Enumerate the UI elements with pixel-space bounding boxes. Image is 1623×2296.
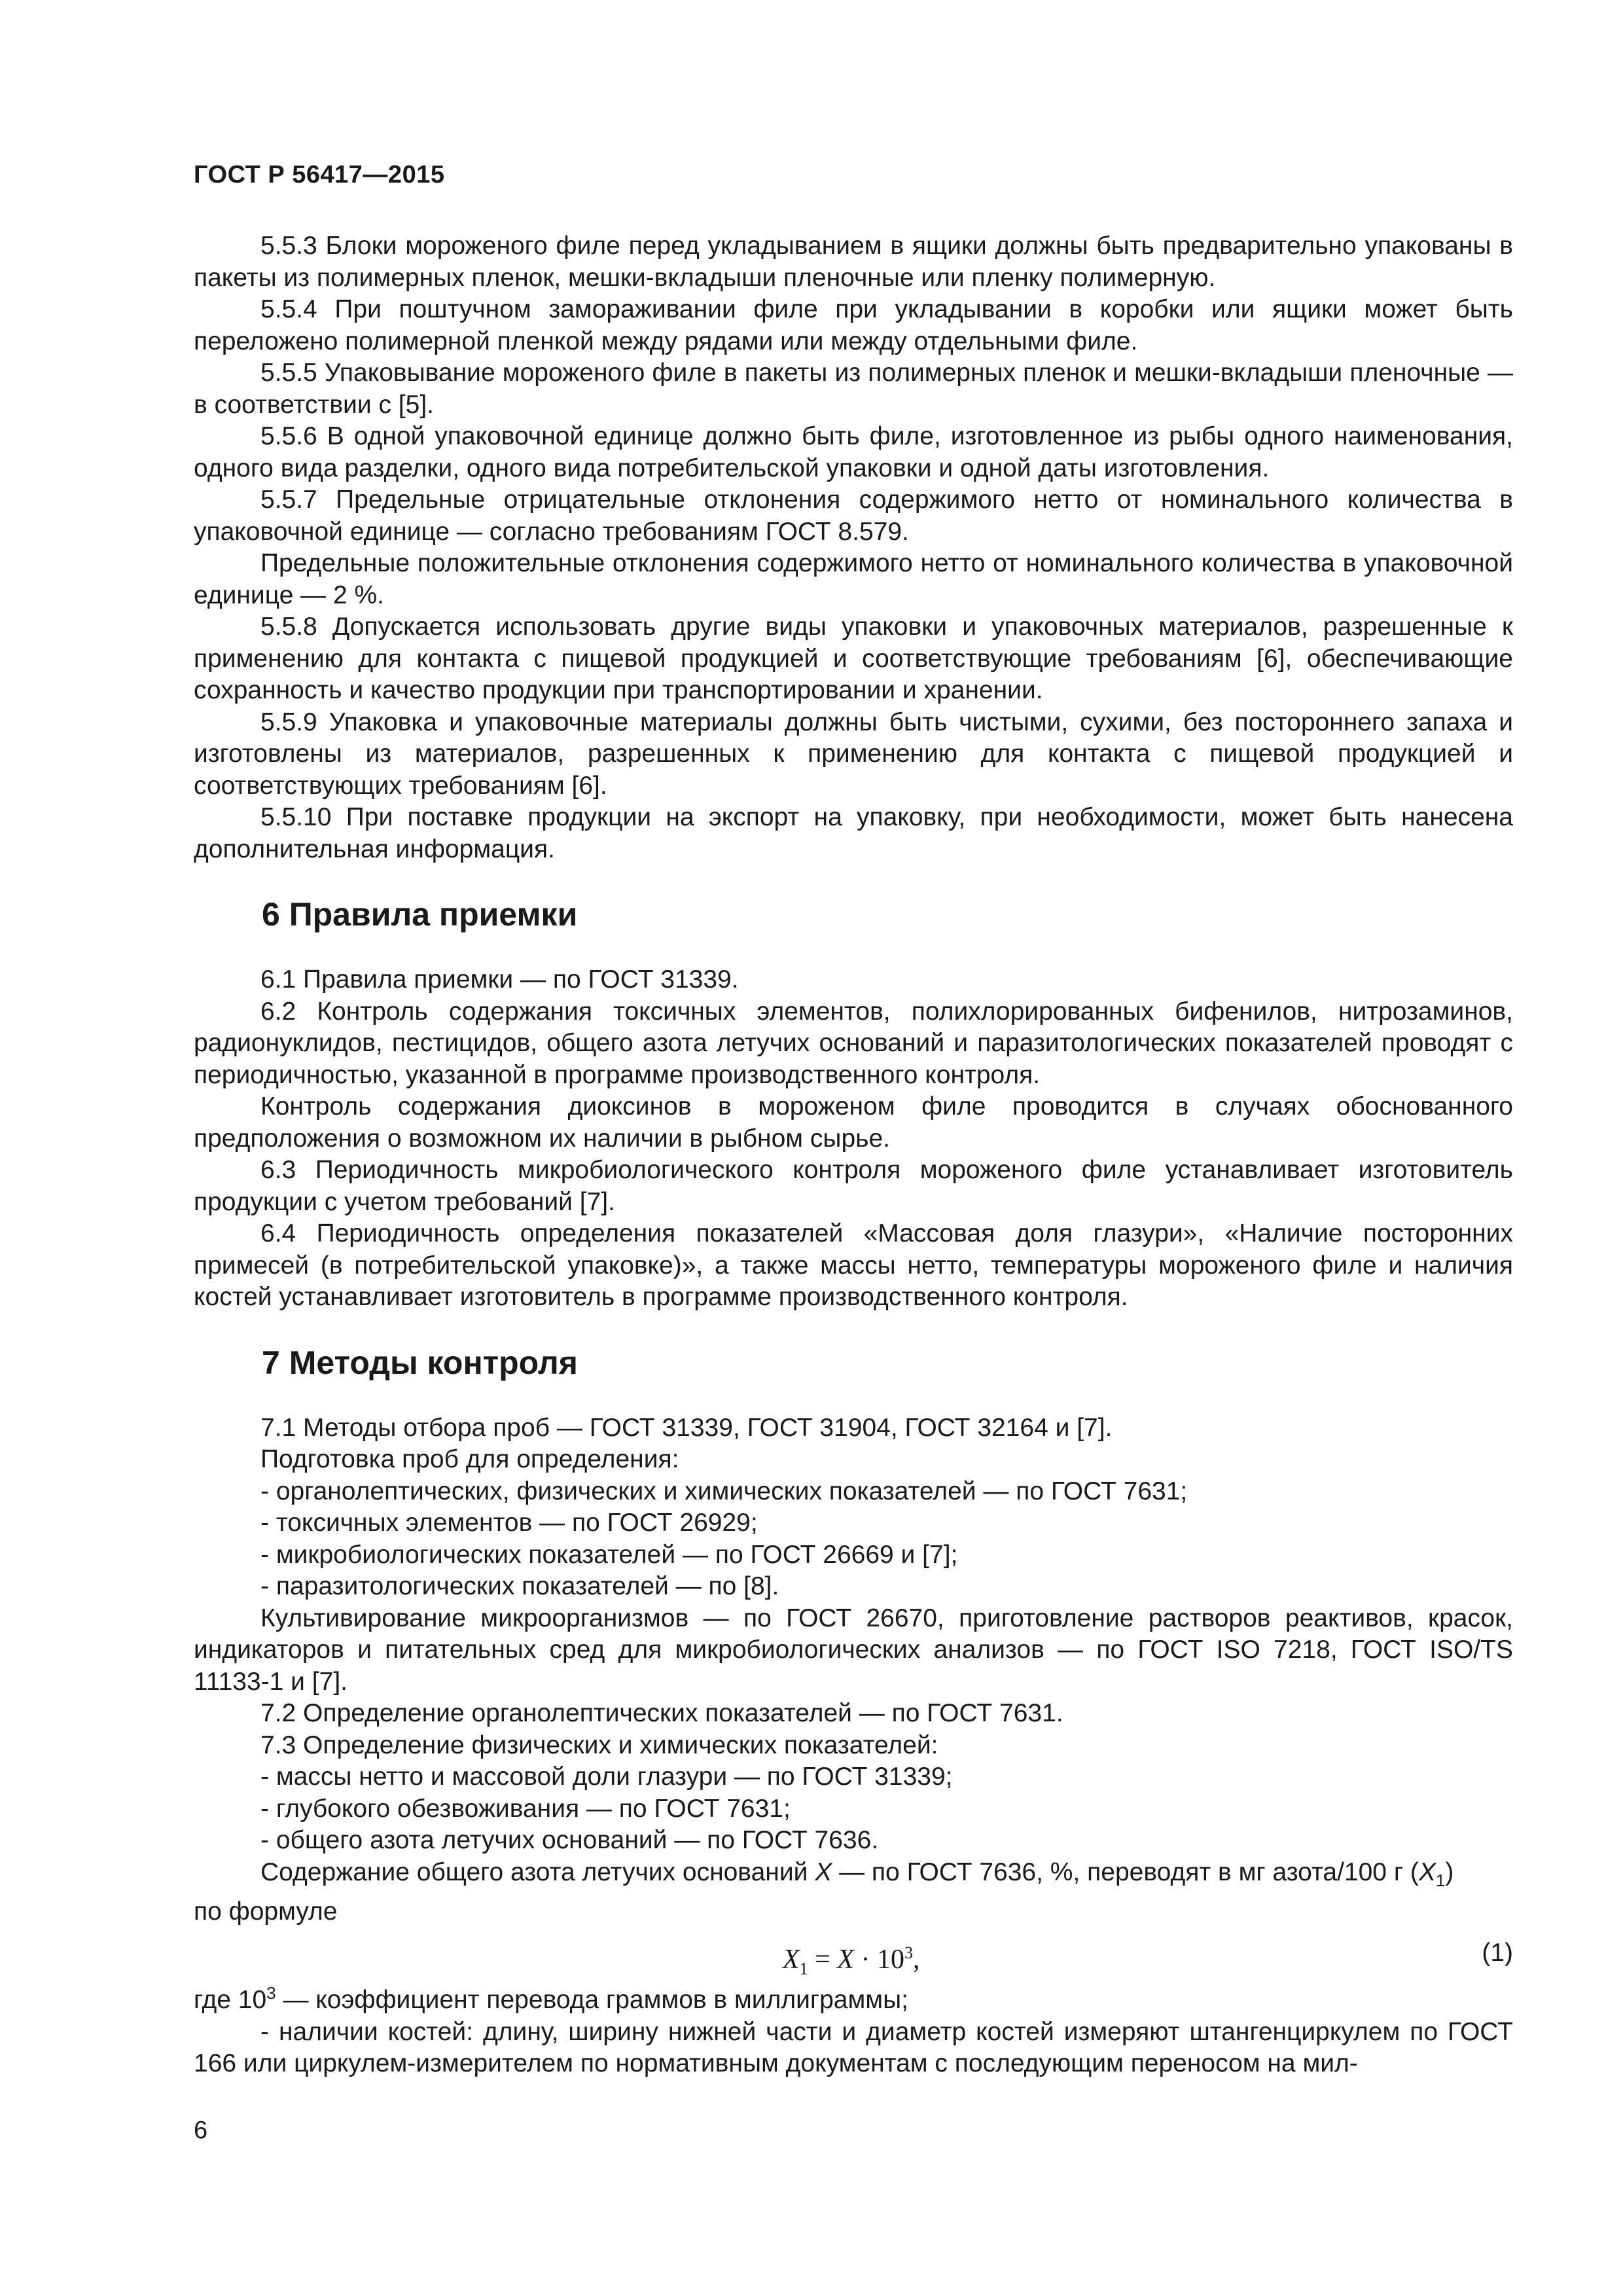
cultivation-paragraph: Культивирование микроорганизмов — по ГОСТ 26670, приготовление растворов реактивов, красок, индикаторов и питательных сред для микробиологических анализов — по ГОСТ ISO 7218, ГОСТ ISO/TS 11133-1 и [7]. bbox=[194, 1604, 1513, 1696]
document-body bbox=[194, 230, 1513, 2080]
list-item: - общего азота летучих оснований — по ГОСТ 7636. bbox=[260, 1826, 879, 1854]
paragraph-6-1: 6.1 Правила приемки — по ГОСТ 31339. bbox=[260, 965, 739, 994]
list-item: - массы нетто и массовой доли глазури — по ГОСТ 31339; bbox=[260, 1763, 953, 1791]
document-code-header: ГОСТ Р 56417—2015 bbox=[194, 161, 445, 188]
list-item: - микробиологических показателей — по ГОСТ 26669 и [7]; bbox=[260, 1540, 958, 1569]
list-item: - органолептических, физических и химических показателей — по ГОСТ 7631; bbox=[260, 1477, 1188, 1505]
section-6-heading: 6 Правила приемки bbox=[262, 896, 578, 933]
page-number: 6 bbox=[194, 2117, 208, 2144]
paragraph-5-5-7-cont: Предельные положительные отклонения содержимого нетто от номинального количества в упаковочной единице — 2 %. bbox=[194, 549, 1513, 609]
paragraph-7-2: 7.2 Определение органолептических показателей — по ГОСТ 7631. bbox=[260, 1699, 1063, 1727]
paragraph-5-5-8: 5.5.8 Допускается использовать другие виды упаковки и упаковочных материалов, разрешенные к применению для контакта с пищевой продукцией и соответствующие требованиям [6], обеспечивающие сохранность и качество продукции при транспортировании и хранении. bbox=[194, 613, 1513, 704]
paragraph-5-5-6: 5.5.6 В одной упаковочной единице должно быть филе, изготовленное из рыбы одного наименования, одного вида разделки, одного вида потребительской упаковки и одной даты изготовления. bbox=[194, 422, 1513, 482]
paragraph-5-5-10: 5.5.10 При поставке продукции на экспорт на упаковку, при необходимости, может быть нанесена дополнительная информация. bbox=[194, 803, 1513, 863]
formula-intro: по формуле bbox=[194, 1897, 338, 1926]
paragraph-5-5-4: 5.5.4 При поштучном замораживании филе при укладывании в коробки или ящики может быть переложено полимерной пленкой между рядами или между отдельными филе. bbox=[194, 295, 1513, 355]
paragraph-6-4: 6.4 Периодичность определения показателей «Массовая доля глазури», «Наличие посторонних примесей (в потребительской упаковке)», а также массы нетто, температуры мороженого филе и наличия костей устанавливает изготовитель в программе производственного контроля. bbox=[194, 1219, 1513, 1311]
formula-where-clause: где $10^3$ — коэффициент перевода граммов в миллиграммы; bbox=[194, 1983, 908, 2015]
paragraph-6-2: 6.2 Контроль содержания токсичных элементов, полихлорированных бифенилов, нитрозаминов, радионуклидов, пестицидов, общего азота летучих оснований и паразитологических показателей проводят с периодичностью, указанной в программе производственного контроля. bbox=[194, 997, 1513, 1089]
paragraph-5-5-5: 5.5.5 Упаковывание мороженого филе в пакеты из полимерных пленок и мешки-вкладыши пленочные — в соответствии с [5]. bbox=[194, 359, 1513, 419]
list-item: - токсичных элементов — по ГОСТ 26929; bbox=[260, 1509, 758, 1537]
sample-prep-intro: Подготовка проб для определения: bbox=[260, 1445, 679, 1473]
bones-measurement-paragraph: - наличии костей: длину, ширину нижней части и диаметр костей измеряют штангенциркулем по ГОСТ 166 или циркулем-измерителем по нормативным документам с последующим переносом на мил- bbox=[194, 2017, 1513, 2078]
formula-expression: $X_1 = X \cdot 10^3$, bbox=[783, 1943, 920, 1979]
paragraph-5-5-9: 5.5.9 Упаковка и упаковочные материалы должны быть чистыми, сухими, без постороннего запаха и изготовлены из материалов, разрешенных к применению для контакта с пищевой продукцией и соответствующих требованиям [6]. bbox=[194, 708, 1513, 800]
list-item: - паразитологических показателей — по [8]. bbox=[260, 1572, 779, 1600]
paragraph-5-5-7: 5.5.7 Предельные отрицательные отклонения содержимого нетто от номинального количества в упаковочной единице — согласно требованиям ГОСТ 8.579. bbox=[194, 486, 1513, 546]
paragraph-6-2-cont: Контроль содержания диоксинов в мороженом филе проводится в случаях обоснованного предположения о возможном их наличии в рыбном сырье. bbox=[194, 1092, 1513, 1153]
formula-number: (1) bbox=[1482, 1939, 1513, 1967]
formula-1 bbox=[194, 1930, 1513, 1979]
nitrogen-content-paragraph: Содержание общего азота летучих оснований X — по ГОСТ 7636, %, переводят в мг азота/100 г $(X_1)$ bbox=[260, 1857, 1454, 1890]
section-7-heading: 7 Методы контроля bbox=[262, 1344, 578, 1381]
list-item: - глубокого обезвоживания — по ГОСТ 7631; bbox=[260, 1794, 791, 1823]
paragraph-7-3: 7.3 Определение физических и химических показателей: bbox=[260, 1731, 938, 1759]
paragraph-5-5-3: 5.5.3 Блоки мороженого филе перед укладыванием в ящики должны быть предварительно упакованы в пакеты из полимерных пленок, мешки-вкладыши пленочные или пленку полимерную. bbox=[194, 232, 1513, 292]
paragraph-7-1: 7.1 Методы отбора проб — ГОСТ 31339, ГОСТ 31904, ГОСТ 32164 и [7]. bbox=[260, 1413, 1113, 1442]
paragraph-6-3: 6.3 Периодичность микробиологического контроля мороженого филе устанавливает изготовитель продукции с учетом требований [7]. bbox=[194, 1156, 1513, 1216]
